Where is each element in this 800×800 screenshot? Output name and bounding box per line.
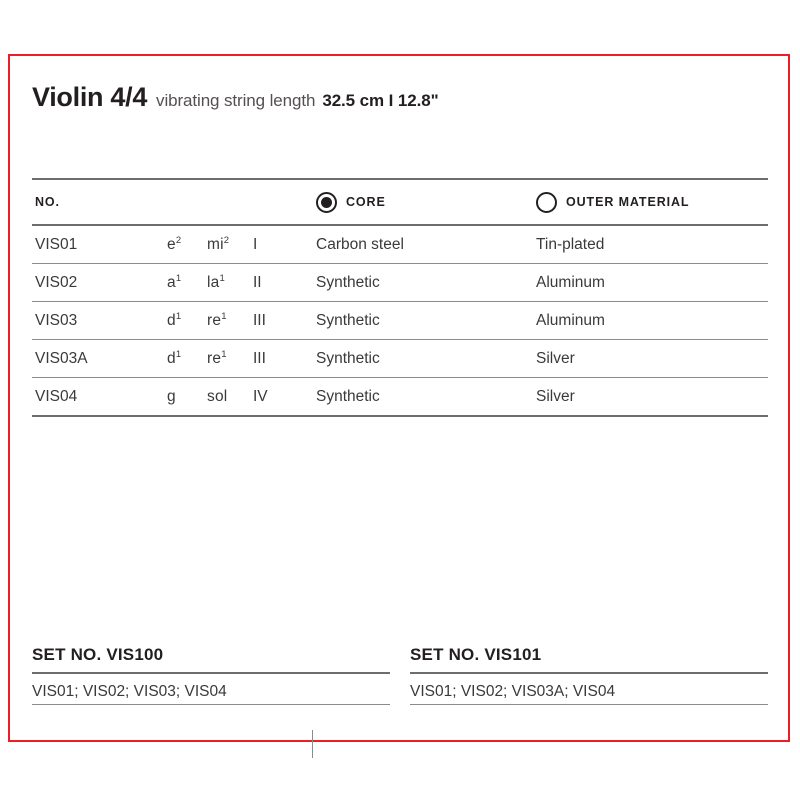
cell-outer: Tin-plated [536, 235, 605, 253]
cell-core: Synthetic [316, 387, 380, 405]
cell-note-octave: 2 [175, 234, 182, 246]
cell-roman: III [253, 311, 266, 329]
cell-note [167, 350, 207, 368]
cell-note-letter: d [167, 311, 176, 329]
cell-solfege-name: la [207, 273, 220, 291]
cell-note-letter: e [167, 235, 176, 253]
column-header-no: NO. [35, 195, 60, 209]
cell-outer: Silver [536, 349, 575, 367]
cell-solfege [207, 312, 253, 330]
cell-solfege [207, 350, 253, 368]
cell-note-letter: g [167, 387, 176, 405]
table-row [32, 264, 768, 301]
cell-solfege-name: sol [207, 387, 228, 405]
table-header-row [32, 180, 768, 224]
table-row [32, 302, 768, 339]
cell-core: Carbon steel [316, 235, 404, 253]
column-header-core-label: CORE [346, 195, 386, 209]
cell-core: Synthetic [316, 311, 380, 329]
cell-solfege-name: mi [207, 235, 224, 253]
set-block-vis101 [410, 645, 768, 705]
table-row [32, 340, 768, 377]
cell-note-octave: 1 [175, 348, 182, 360]
cell-no: VIS03A [35, 349, 88, 367]
cell-solfege-octave: 2 [223, 234, 230, 246]
cell-solfege [207, 236, 253, 254]
set-items: VIS01; VIS02; VIS03; VIS04 [32, 683, 227, 700]
filled-circle-icon [316, 192, 337, 213]
cell-no: VIS01 [35, 235, 78, 253]
cell-note-letter: a [167, 273, 176, 291]
cell-outer: Aluminum [536, 273, 605, 291]
cell-note-octave: 1 [175, 310, 182, 322]
cell-note [167, 388, 207, 406]
title-instrument: Violin 4/4 [32, 82, 148, 112]
set-block-vis100 [32, 645, 390, 705]
column-divider-tick [312, 730, 313, 758]
cell-solfege [207, 388, 253, 406]
set-items: VIS01; VIS02; VIS03A; VIS04 [410, 683, 616, 700]
cell-solfege [207, 274, 253, 292]
cell-roman: III [253, 349, 266, 367]
cell-roman: II [253, 273, 262, 291]
table-bottom-rule [32, 415, 768, 417]
cell-note-octave: 1 [175, 272, 182, 284]
column-header-outer-material [536, 192, 768, 213]
set-bottom-rule [32, 704, 390, 705]
title-string-length: 32.5 cm I 12.8" [322, 91, 439, 110]
cell-note [167, 312, 207, 330]
cell-outer: Silver [536, 387, 575, 405]
table-row [32, 378, 768, 415]
hollow-circle-icon [536, 192, 557, 213]
cell-core: Synthetic [316, 349, 380, 367]
cell-no: VIS04 [35, 387, 78, 405]
set-title: SET NO. VIS101 [410, 645, 542, 664]
cell-note-letter: d [167, 349, 176, 367]
cell-solfege-octave: 1 [221, 310, 227, 322]
set-section [32, 645, 768, 705]
column-header-core [316, 192, 536, 213]
cell-roman: IV [253, 387, 268, 405]
set-title: SET NO. VIS100 [32, 645, 164, 664]
cell-outer: Aluminum [536, 311, 605, 329]
title-descriptor: vibrating string length [156, 91, 316, 110]
cell-no: VIS03 [35, 311, 78, 329]
cell-note [167, 274, 207, 292]
set-bottom-rule [410, 704, 768, 705]
cell-note [167, 236, 207, 254]
cell-solfege-name: re [207, 349, 222, 367]
cell-roman: I [253, 235, 258, 253]
column-header-outer-label: OUTER MATERIAL [566, 195, 690, 209]
string-table [32, 178, 768, 417]
cell-solfege-octave: 1 [221, 348, 227, 360]
cell-no: VIS02 [35, 273, 78, 291]
cell-solfege-name: re [207, 311, 222, 329]
cell-solfege-octave: 1 [219, 272, 225, 284]
page-title [32, 82, 439, 113]
cell-core: Synthetic [316, 273, 380, 291]
table-row [32, 226, 768, 263]
